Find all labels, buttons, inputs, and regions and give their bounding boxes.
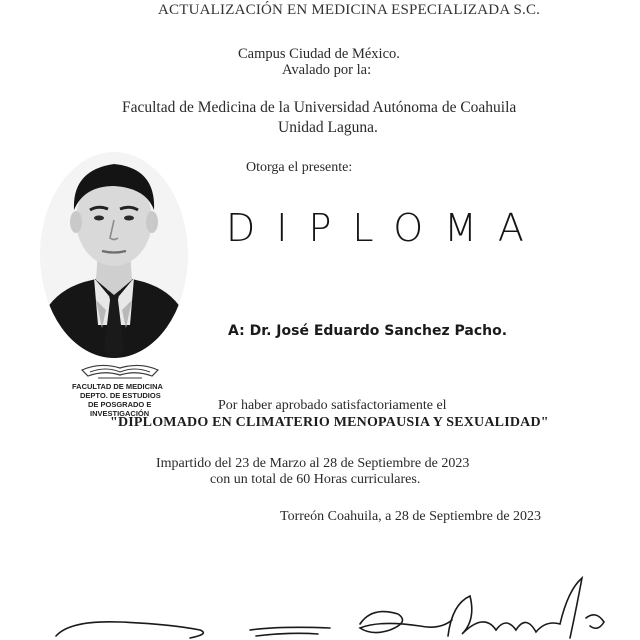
unit-name: Unidad Laguna.: [278, 119, 378, 136]
signature-2: [250, 627, 330, 636]
place-and-date: Torreón Coahuila, a 28 de Septiembre de 2023: [280, 509, 542, 524]
campus-line: Campus Ciudad de México.: [238, 46, 400, 62]
signature-1: [56, 622, 203, 638]
grants-line: Otorga el presente:: [246, 160, 353, 175]
signatures: [0, 560, 640, 640]
seal-line-research: INVESTIGACIÓN: [90, 409, 150, 418]
signature-3: [360, 612, 452, 633]
endorsed-by-line: Avalado por la:: [282, 62, 372, 78]
course-name: "DIPLOMADO EN CLIMATERIO MENOPAUSIA Y SEXUALIDAD": [110, 415, 549, 430]
institution-name: ACTUALIZACIÓN EN MEDICINA ESPECIALIZADA S.C.: [158, 2, 541, 18]
signature-4: [448, 578, 604, 638]
seal-line-postgraduate: DE POSGRADO E: [88, 400, 152, 409]
faculty-name: Facultad de Medicina de la Universidad Autónoma de Coahuila: [122, 99, 517, 116]
seal-line-department: DEPTO. DE ESTUDIOS: [80, 391, 161, 400]
recipient-photo: [38, 150, 190, 360]
recipient-name: A: Dr. José Eduardo Sanchez Pacho.: [228, 323, 508, 339]
approval-statement: Por haber aprobado satisfactoriamente el: [218, 398, 447, 413]
course-dates: Impartido del 23 de Marzo al 28 de Septiembre de 2023: [156, 456, 470, 471]
seal-line-faculty: FACULTAD DE MEDICINA: [72, 382, 163, 391]
diploma-title: DIPLOMA: [226, 206, 545, 250]
course-hours: con un total de 60 Horas curriculares.: [210, 472, 421, 487]
